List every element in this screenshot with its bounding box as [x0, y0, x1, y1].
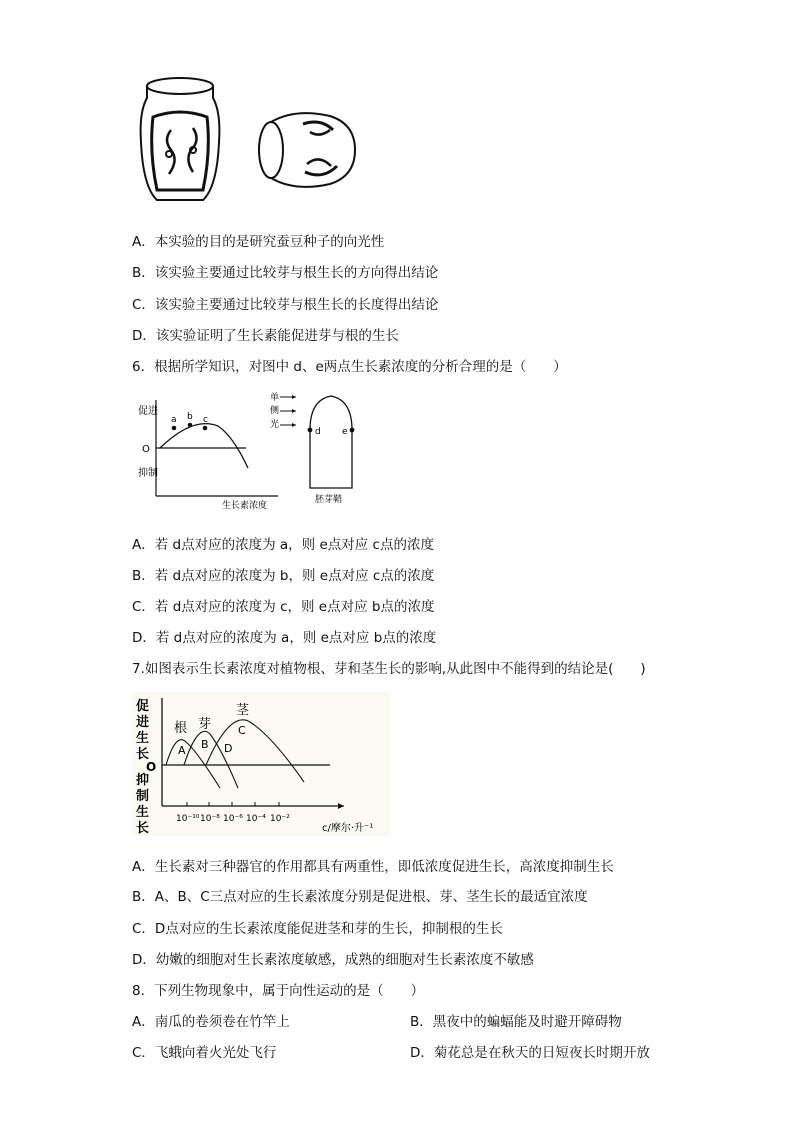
point-b: b	[187, 412, 193, 422]
q5-option-c[interactable]: C．该实验主要通过比较芽与根生长的长度得出结论	[132, 297, 439, 313]
y-promote-3: 生	[136, 731, 150, 746]
label-D: D	[224, 742, 233, 755]
y-label-promote: 促进	[138, 406, 158, 417]
y-inhibit-4: 长	[136, 821, 150, 836]
q8-option-b[interactable]: B．黑夜中的蝙蝠能及时避开障碍物	[410, 1014, 622, 1030]
seed-jars-figure	[135, 72, 365, 212]
q6-option-b[interactable]: B．若 d点对应的浓度为 b，则 e点对应 c点的浓度	[132, 568, 435, 584]
q8-option-a[interactable]: A．南瓜的卷须卷在竹竿上	[132, 1014, 290, 1030]
point-e: e	[342, 427, 348, 437]
point-d: d	[315, 427, 321, 437]
label-A: A	[178, 744, 186, 757]
tipped-jar	[259, 113, 355, 187]
point-a: a	[171, 415, 177, 425]
q7-option-b[interactable]: B．A、B、C三点对应的生长素浓度分别是促进根、芽、茎生长的最适宜浓度	[132, 889, 588, 905]
tick-3: 10⁻⁶	[223, 814, 243, 824]
q6-option-a[interactable]: A．若 d点对应的浓度为 a，则 e点对应 c点的浓度	[132, 537, 434, 553]
q7-stem: 7.如图表示生长素浓度对植物根、芽和茎生长的影响,从此图中不能得到的结论是( )	[132, 661, 646, 677]
q7-chart	[132, 692, 390, 836]
label-bud: 芽	[198, 717, 212, 732]
q5-option-d[interactable]: D．该实验证明了生长素能促进芽与根的生长	[132, 328, 399, 344]
y-label-zero: O	[142, 444, 150, 455]
tick-4: 10⁻⁴	[246, 814, 266, 824]
y-label-inhibit: 抑制	[138, 468, 158, 479]
coleoptile-caption: 胚芽鞘	[315, 495, 343, 505]
q6-figure	[138, 390, 378, 510]
x-axis-label: c/摩尔·升⁻¹	[322, 823, 374, 834]
y-inhibit-1: 抑	[136, 773, 150, 788]
q7-option-d[interactable]: D．幼嫩的细胞对生长素浓度敏感，成熟的细胞对生长素浓度不敏感	[132, 952, 534, 968]
coleoptile-figure	[270, 391, 354, 505]
q7-option-a[interactable]: A．生长素对三种器官的作用都具有两重性，即低浓度促进生长，高浓度抑制生长	[132, 859, 614, 875]
label-C: C	[238, 724, 246, 737]
light-2: 侧	[270, 406, 280, 416]
q5-option-b[interactable]: B．该实验主要通过比较芽与根生长的方向得出结论	[132, 265, 439, 281]
label-root: 根	[174, 721, 188, 736]
light-1: 单	[270, 393, 280, 403]
tick-1: 10⁻¹⁰	[176, 814, 200, 824]
y-promote-4: 长	[136, 747, 150, 762]
upright-jar	[141, 78, 220, 200]
light-3: 光	[270, 420, 280, 430]
q8-option-c[interactable]: C．飞蛾向着火光处飞行	[132, 1045, 277, 1061]
y-inhibit-2: 制	[136, 789, 150, 804]
q6-option-d[interactable]: D．若 d点对应的浓度为 a，则 e点对应 b点的浓度	[132, 630, 437, 646]
q7-option-c[interactable]: C．D点对应的生长素浓度能促进茎和芽的生长，抑制根的生长	[132, 921, 503, 937]
tick-2: 10⁻⁸	[200, 814, 220, 824]
auxin-curve-chart	[138, 400, 278, 510]
y-promote-1: 促	[136, 699, 150, 714]
label-stem: 茎	[236, 703, 250, 718]
y-zero: O	[146, 760, 157, 774]
y-promote-2: 进	[136, 715, 150, 730]
q8-stem: 8．下列生物现象中，属于向性运动的是（ ）	[132, 983, 425, 999]
y-inhibit-3: 生	[136, 805, 150, 820]
q6-option-c[interactable]: C．若 d点对应的浓度为 c，则 e点对应 b点的浓度	[132, 599, 435, 615]
x-label: 生长素浓度	[222, 501, 268, 510]
tick-5: 10⁻²	[270, 814, 290, 824]
q5-option-a[interactable]: A．本实验的目的是研究蚕豆种子的向光性	[132, 234, 385, 250]
q8-option-d[interactable]: D．菊花总是在秋天的日短夜长时期开放	[410, 1045, 650, 1061]
label-B: B	[201, 738, 209, 751]
q6-stem: 6．根据所学知识，对图中 d、e两点生长素浓度的分析合理的是（ ）	[132, 359, 567, 375]
point-c: c	[203, 415, 208, 425]
